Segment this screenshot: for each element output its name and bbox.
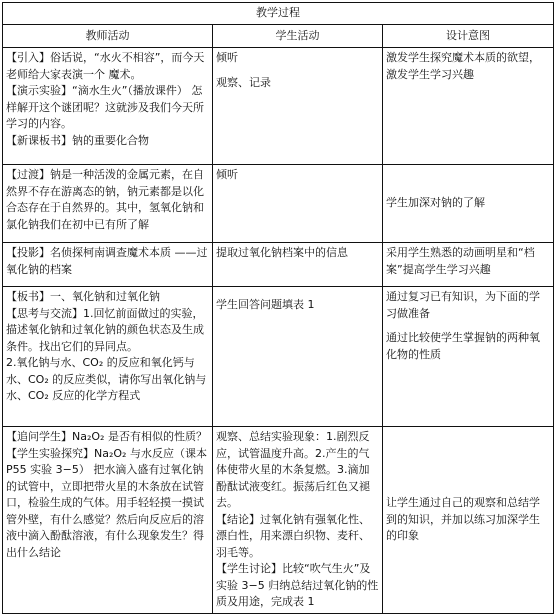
header-intent: 设计意图 [383,25,554,48]
teacher-text: 【引入】俗话说，“水火不相容”，而今天老师给大家表演一个 魔术。 [6,51,205,81]
teacher-text: 【学生实验探究】Na₂O₂ 与水反应（课本 P55 实验 3−5） 把水滴入盛有过氧化钠的试管中，立即把带火星的木条放在试管口，检验生成的气体。用手轻轻摸一摸试管外壁，有什么感觉？然后向反应后的溶液中滴入酚酞溶液，有什么现象发生？得出什么结论 [6,446,211,559]
intent-text: 通过比较使学生掌握钠的两种氧化物的性质 [386,331,540,361]
intent-cell [383,165,554,243]
student-cell [213,243,383,287]
intent-cell [383,427,554,614]
intent-text: 让学生通过自己的观察和总结学到的知识，并加以练习加深学生的印象 [386,496,540,542]
teacher-cell [3,243,213,287]
table-row [3,243,554,287]
student-text: 【结论】过氧化钠有强氧化性、漂白性，用来漂白织物、麦秆、羽毛等。 [216,512,370,559]
intent-text: 激发学生探究魔术本质的欲望，激发学生学习兴趣 [386,51,540,81]
table-row [3,287,554,427]
teacher-text: 【演示实验】“滴水生火”（播放课件） 怎样解开这个谜团呢？这就涉及我们今天所学习的内容。 [6,84,204,130]
student-text: 【学生讨论】比较“吹气生火”及实验 3−5 归纳总结过氧化钠的性质及用途，完成表 1 [216,562,379,608]
teacher-text: 2.氧化钠与水、CO₂ 的反应和氧化钙与水、CO₂ 的反应类似，请你写出氧化钠与水、CO₂ 反应的化学方程式 [6,356,207,402]
table-row [3,427,554,614]
teacher-text: 【过渡】钠是一种活泼的金属元素，在自然界不存在游离态的钠，钠元素都是以化合态存在于自然界的。其中，氢氧化钠和氯化钠我们在初中已有所了解 [6,168,204,231]
teacher-text: 【追问学生】Na₂O₂ 是否有相似的性质？ [6,430,207,443]
header-student: 学生活动 [213,25,383,48]
student-text: 观察、记录 [216,75,271,89]
student-cell [213,287,383,427]
intent-cell [383,48,554,165]
student-text: 观察、总结实验现象：1.剧烈反应，试管温度升高。2.产生的气体使带火星的木条复燃。3.滴加酚酞试液变红。振荡后红色又褪去。 [216,430,370,509]
student-text: 倾听 [216,51,238,64]
table-row [3,48,554,165]
student-text: 学生回答问题填表 1 [216,298,315,311]
intent-cell [383,287,554,427]
teacher-text: 【投影】名侦探柯南调查魔术本质 ——过氧化钠的档案 [6,246,208,276]
intent-cell [383,243,554,287]
table-title: 教学过程 [3,3,554,25]
intent-text: 学生加深对钠的了解 [386,196,485,210]
student-text: 倾听 [216,168,238,181]
intent-text: 通过复习已有知识，为下面的学习做准备 [386,290,540,320]
teacher-cell [3,427,213,614]
teacher-text: 【板书】一、氧化钠和过氧化钠 [6,290,160,303]
table-header-row [3,25,554,48]
teacher-text: 【新课板书】钠的重要化合物 [6,133,149,147]
student-cell [213,427,383,614]
table-row [3,165,554,243]
student-text: 提取过氧化钠档案中的信息 [216,246,348,259]
student-cell [213,48,383,165]
table-title-row [3,3,554,25]
header-teacher: 教师活动 [3,25,213,48]
intent-text: 采用学生熟悉的动画明星和“档案”提高学生学习兴趣 [386,246,535,276]
teacher-text: 【思考与交流】1.回忆前面做过的实验，描述氧化钠和过氧化钠的颜色状态及生成条件。找出它们的异同点。 [6,306,204,353]
student-cell [213,165,383,243]
teaching-process-table [2,2,554,614]
teacher-cell [3,287,213,427]
teacher-cell [3,48,213,165]
teacher-cell [3,165,213,243]
